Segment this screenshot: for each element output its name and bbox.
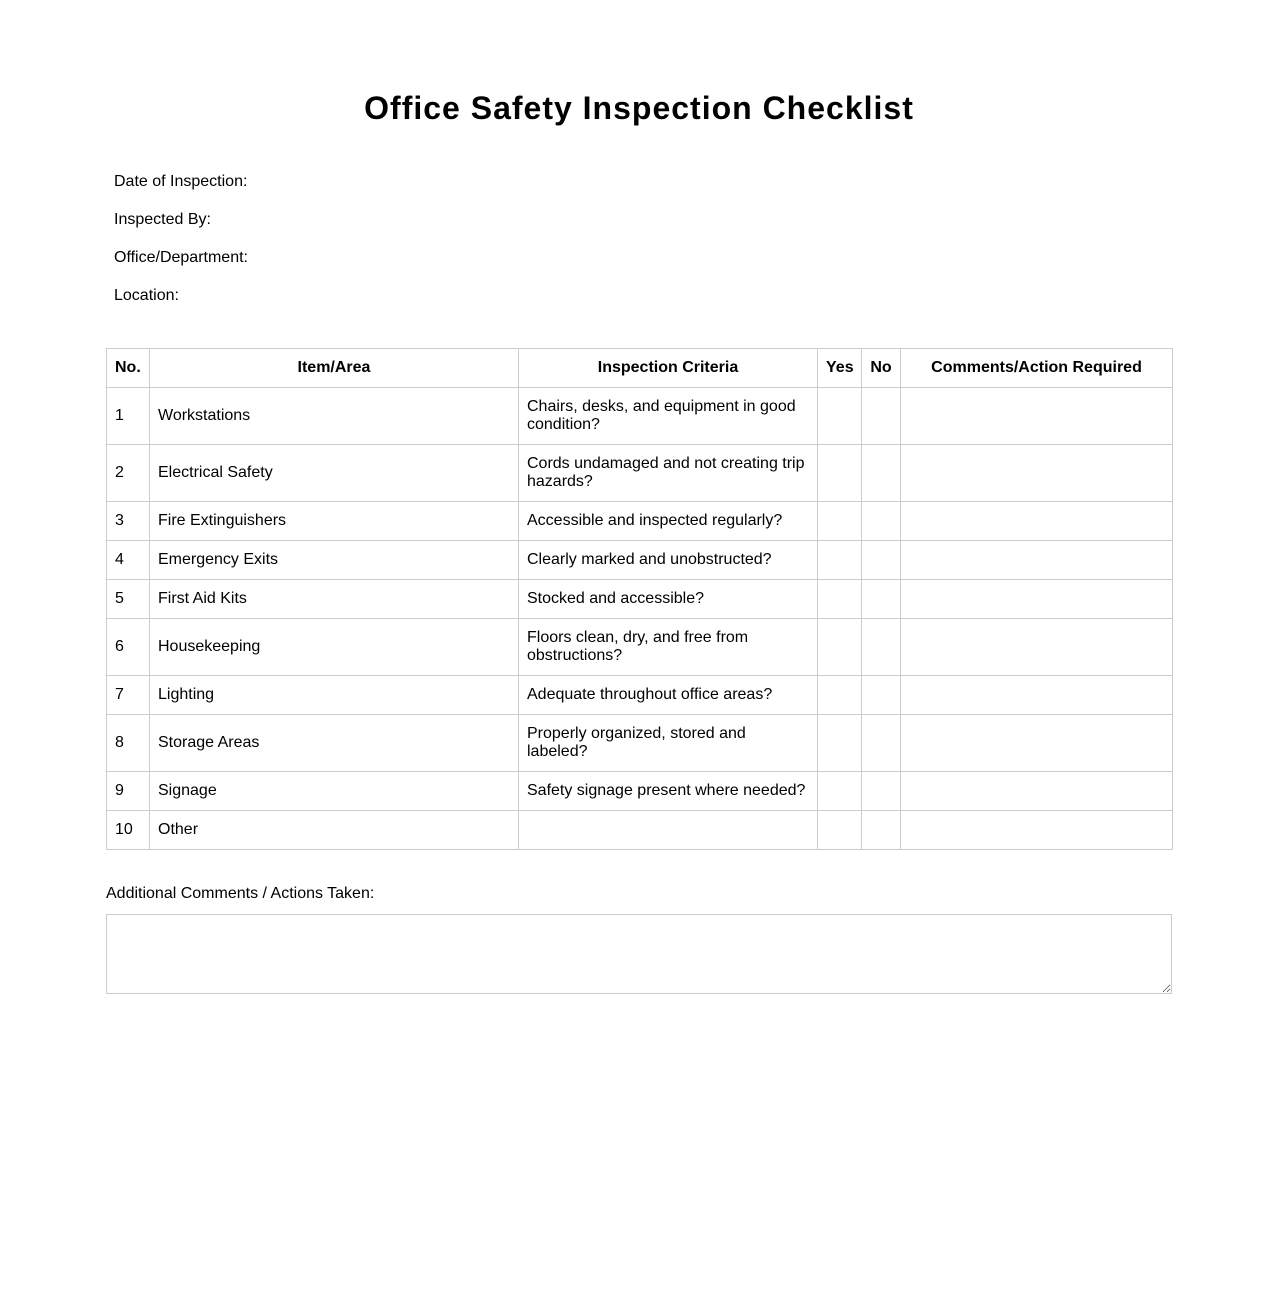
inspected-by-label: Inspected By:	[114, 211, 211, 228]
row-no-cell[interactable]	[862, 541, 901, 580]
row-number: 3	[107, 502, 150, 541]
row-no-cell[interactable]	[862, 772, 901, 811]
row-number: 4	[107, 541, 150, 580]
header-inspection-criteria: Inspection Criteria	[519, 349, 818, 388]
row-no-cell[interactable]	[862, 676, 901, 715]
table-row	[107, 811, 1173, 850]
location-field	[114, 286, 248, 324]
additional-comments-label: Additional Comments / Actions Taken:	[106, 885, 375, 902]
row-number: 7	[107, 676, 150, 715]
row-item-area: Electrical Safety	[150, 445, 519, 502]
row-yes-cell[interactable]	[818, 541, 862, 580]
row-item-area: Lighting	[150, 676, 519, 715]
row-no-cell[interactable]	[862, 445, 901, 502]
office-department-field	[114, 248, 248, 286]
row-yes-cell[interactable]	[818, 502, 862, 541]
row-item-area: First Aid Kits	[150, 580, 519, 619]
header-item-area: Item/Area	[150, 349, 519, 388]
row-comments-cell[interactable]	[901, 502, 1173, 541]
date-of-inspection-field	[114, 172, 248, 210]
row-number: 10	[107, 811, 150, 850]
row-number: 2	[107, 445, 150, 502]
row-number: 1	[107, 388, 150, 445]
additional-comments-textarea[interactable]	[106, 914, 1172, 994]
row-criteria: Safety signage present where needed?	[519, 772, 818, 811]
header-comments: Comments/Action Required	[901, 349, 1173, 388]
row-criteria: Adequate throughout office areas?	[519, 676, 818, 715]
row-criteria: Properly organized, stored and labeled?	[519, 715, 818, 772]
location-label: Location:	[114, 287, 179, 304]
row-number: 5	[107, 580, 150, 619]
row-comments-cell[interactable]	[901, 676, 1173, 715]
table-row	[107, 715, 1173, 772]
row-comments-cell[interactable]	[901, 388, 1173, 445]
row-no-cell[interactable]	[862, 580, 901, 619]
header-yes: Yes	[818, 349, 862, 388]
header-no-answer: No	[862, 349, 901, 388]
row-comments-cell[interactable]	[901, 715, 1173, 772]
row-no-cell[interactable]	[862, 388, 901, 445]
inspected-by-field	[114, 210, 248, 248]
page-title: Office Safety Inspection Checklist	[364, 90, 914, 126]
row-no-cell[interactable]	[862, 811, 901, 850]
table-row	[107, 580, 1173, 619]
row-no-cell[interactable]	[862, 619, 901, 676]
row-comments-cell[interactable]	[901, 772, 1173, 811]
row-item-area: Other	[150, 811, 519, 850]
row-criteria: Accessible and inspected regularly?	[519, 502, 818, 541]
table-row	[107, 676, 1173, 715]
row-number: 9	[107, 772, 150, 811]
row-no-cell[interactable]	[862, 502, 901, 541]
row-item-area: Fire Extinguishers	[150, 502, 519, 541]
date-of-inspection-label: Date of Inspection:	[114, 173, 248, 190]
table-row	[107, 502, 1173, 541]
row-criteria[interactable]	[519, 811, 818, 850]
row-comments-cell[interactable]	[901, 541, 1173, 580]
row-comments-cell[interactable]	[901, 619, 1173, 676]
row-item-area: Emergency Exits	[150, 541, 519, 580]
row-yes-cell[interactable]	[818, 445, 862, 502]
row-criteria: Chairs, desks, and equipment in good condition?	[519, 388, 818, 445]
row-yes-cell[interactable]	[818, 580, 862, 619]
row-criteria: Stocked and accessible?	[519, 580, 818, 619]
row-item-area: Housekeeping	[150, 619, 519, 676]
inspection-info	[114, 172, 248, 324]
row-criteria: Floors clean, dry, and free from obstructions?	[519, 619, 818, 676]
row-number: 6	[107, 619, 150, 676]
row-yes-cell[interactable]	[818, 676, 862, 715]
row-no-cell[interactable]	[862, 715, 901, 772]
table-row	[107, 619, 1173, 676]
row-item-area: Workstations	[150, 388, 519, 445]
row-comments-cell[interactable]	[901, 445, 1173, 502]
row-yes-cell[interactable]	[818, 772, 862, 811]
row-item-area: Signage	[150, 772, 519, 811]
row-yes-cell[interactable]	[818, 811, 862, 850]
table-row	[107, 445, 1173, 502]
row-yes-cell[interactable]	[818, 388, 862, 445]
row-number: 8	[107, 715, 150, 772]
row-yes-cell[interactable]	[818, 619, 862, 676]
row-comments-cell[interactable]	[901, 811, 1173, 850]
row-criteria: Clearly marked and unobstructed?	[519, 541, 818, 580]
table-header-row	[107, 349, 1173, 388]
row-comments-cell[interactable]	[901, 580, 1173, 619]
row-item-area: Storage Areas	[150, 715, 519, 772]
table-row	[107, 388, 1173, 445]
table-row	[107, 772, 1173, 811]
row-yes-cell[interactable]	[818, 715, 862, 772]
office-department-label: Office/Department:	[114, 249, 248, 266]
row-criteria: Cords undamaged and not creating trip hazards?	[519, 445, 818, 502]
header-no: No.	[107, 349, 150, 388]
table-row	[107, 541, 1173, 580]
inspection-checklist-table	[106, 348, 1173, 850]
